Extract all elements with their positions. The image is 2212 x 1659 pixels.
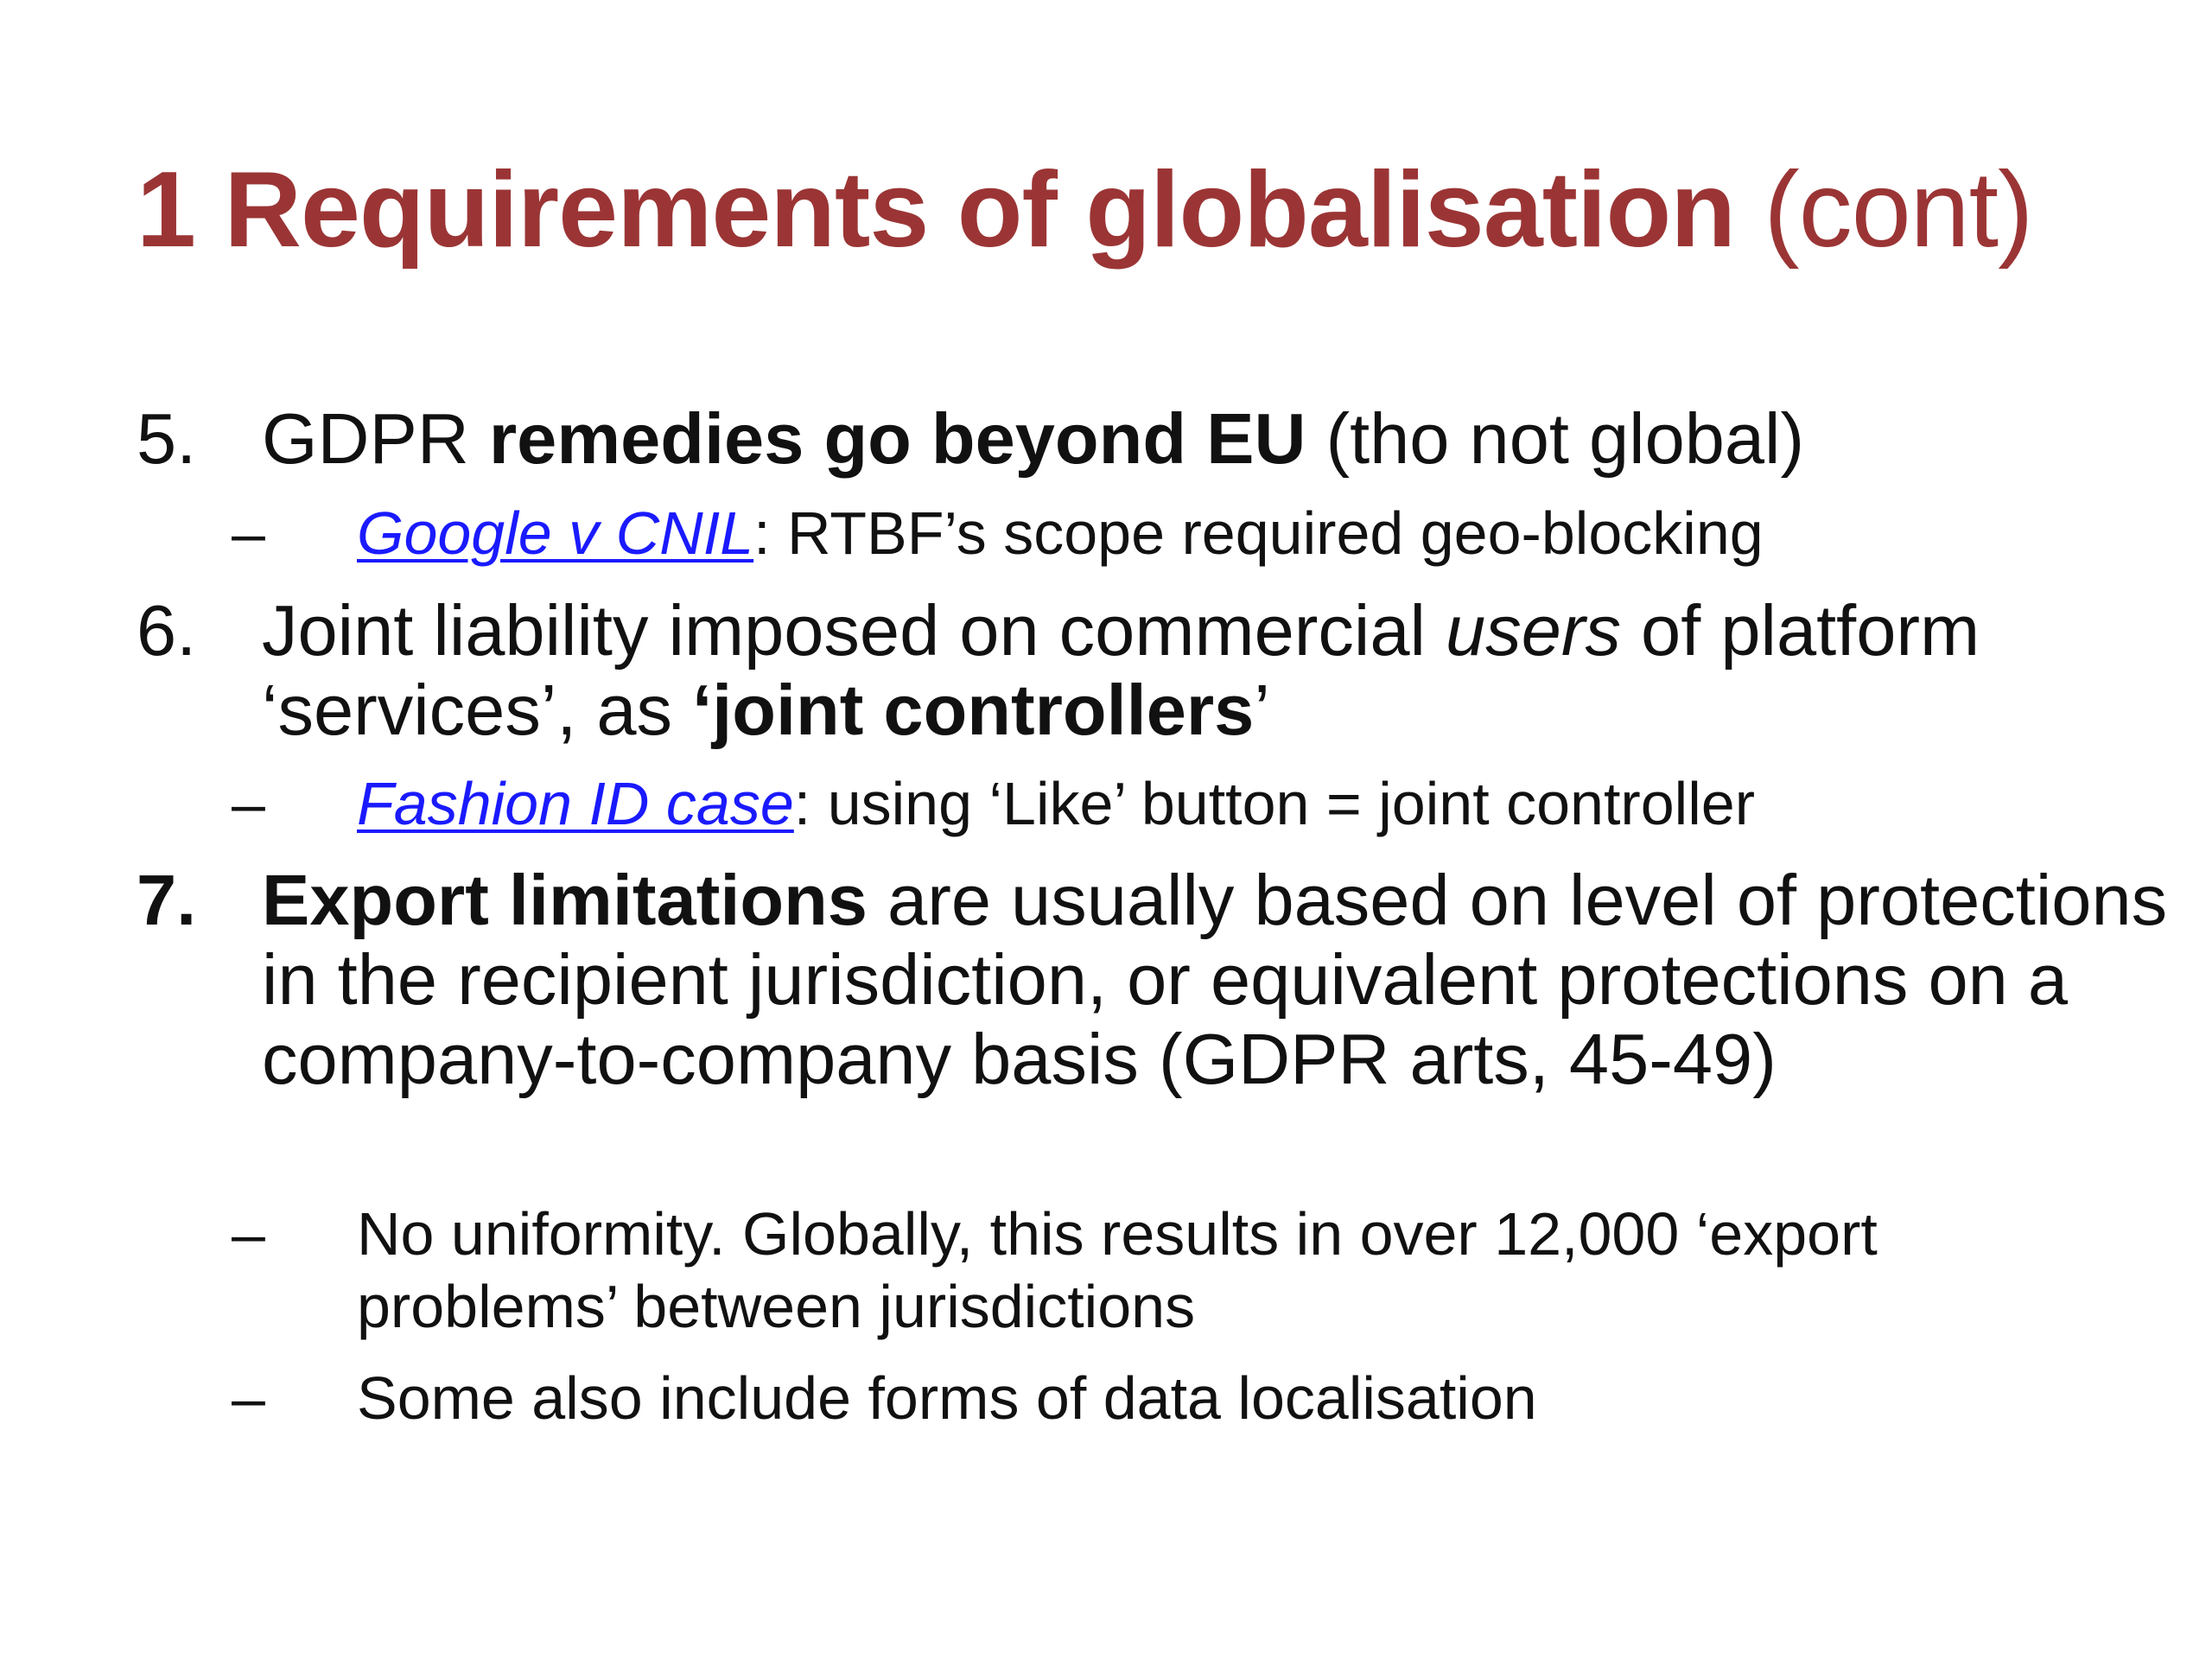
text-run: of platform ‘services’, as (262, 590, 1980, 750)
sub-item-dash: – (232, 1364, 265, 1432)
text-run-bold: remedies go beyond EU (488, 398, 1306, 479)
sub-item-text: Some also include forms of data localisation (357, 1364, 1537, 1432)
sub-item-dash: – (232, 499, 265, 567)
sub-item-dash: – (232, 1200, 265, 1268)
sub-item-text: No uniformity. Globally, this results in over 12,000 ‘export problems’ between jurisdictions (357, 1200, 1878, 1340)
text-run: ’ (1254, 670, 1270, 750)
google-v-cnil-link[interactable]: Google v CNIL (357, 499, 754, 567)
text-run: GDPR (262, 398, 489, 479)
text-run: : using ‘Like’ button = joint controller (793, 770, 1756, 837)
slide-title (137, 145, 2032, 275)
slide-title-suffix: (cont) (1734, 150, 2033, 270)
list-item-number: 5. (137, 398, 197, 479)
text-run: Joint liability imposed on commercial (262, 590, 1446, 671)
fashion-id-case-link[interactable]: Fashion ID case (357, 770, 794, 837)
text-run-bold: ‘joint controllers (692, 670, 1255, 750)
list-item-text (262, 591, 1990, 750)
list-item-text (262, 399, 2206, 479)
sub-item-text (357, 497, 2042, 569)
list-item-text (262, 861, 2189, 1099)
slide-title-main: 1 Requirements of globalisation (137, 150, 1735, 270)
list-item-number: 7. (137, 860, 197, 940)
text-run-bold: Export limitations (262, 860, 868, 940)
text-run: (tho not global) (1306, 398, 1805, 479)
text-run: : RTBF’s scope required geo-blocking (753, 499, 1764, 567)
list-item-number: 6. (137, 590, 197, 671)
sub-item-dash: – (232, 770, 265, 837)
sub-item-text (357, 767, 2171, 840)
text-run-italic: users (1446, 590, 1621, 671)
text-run: are usually based on level of protections in the recipient jurisdiction, or equivalent protections on a company-to-company basis (GDPR arts, 45-49) (262, 860, 2168, 1099)
